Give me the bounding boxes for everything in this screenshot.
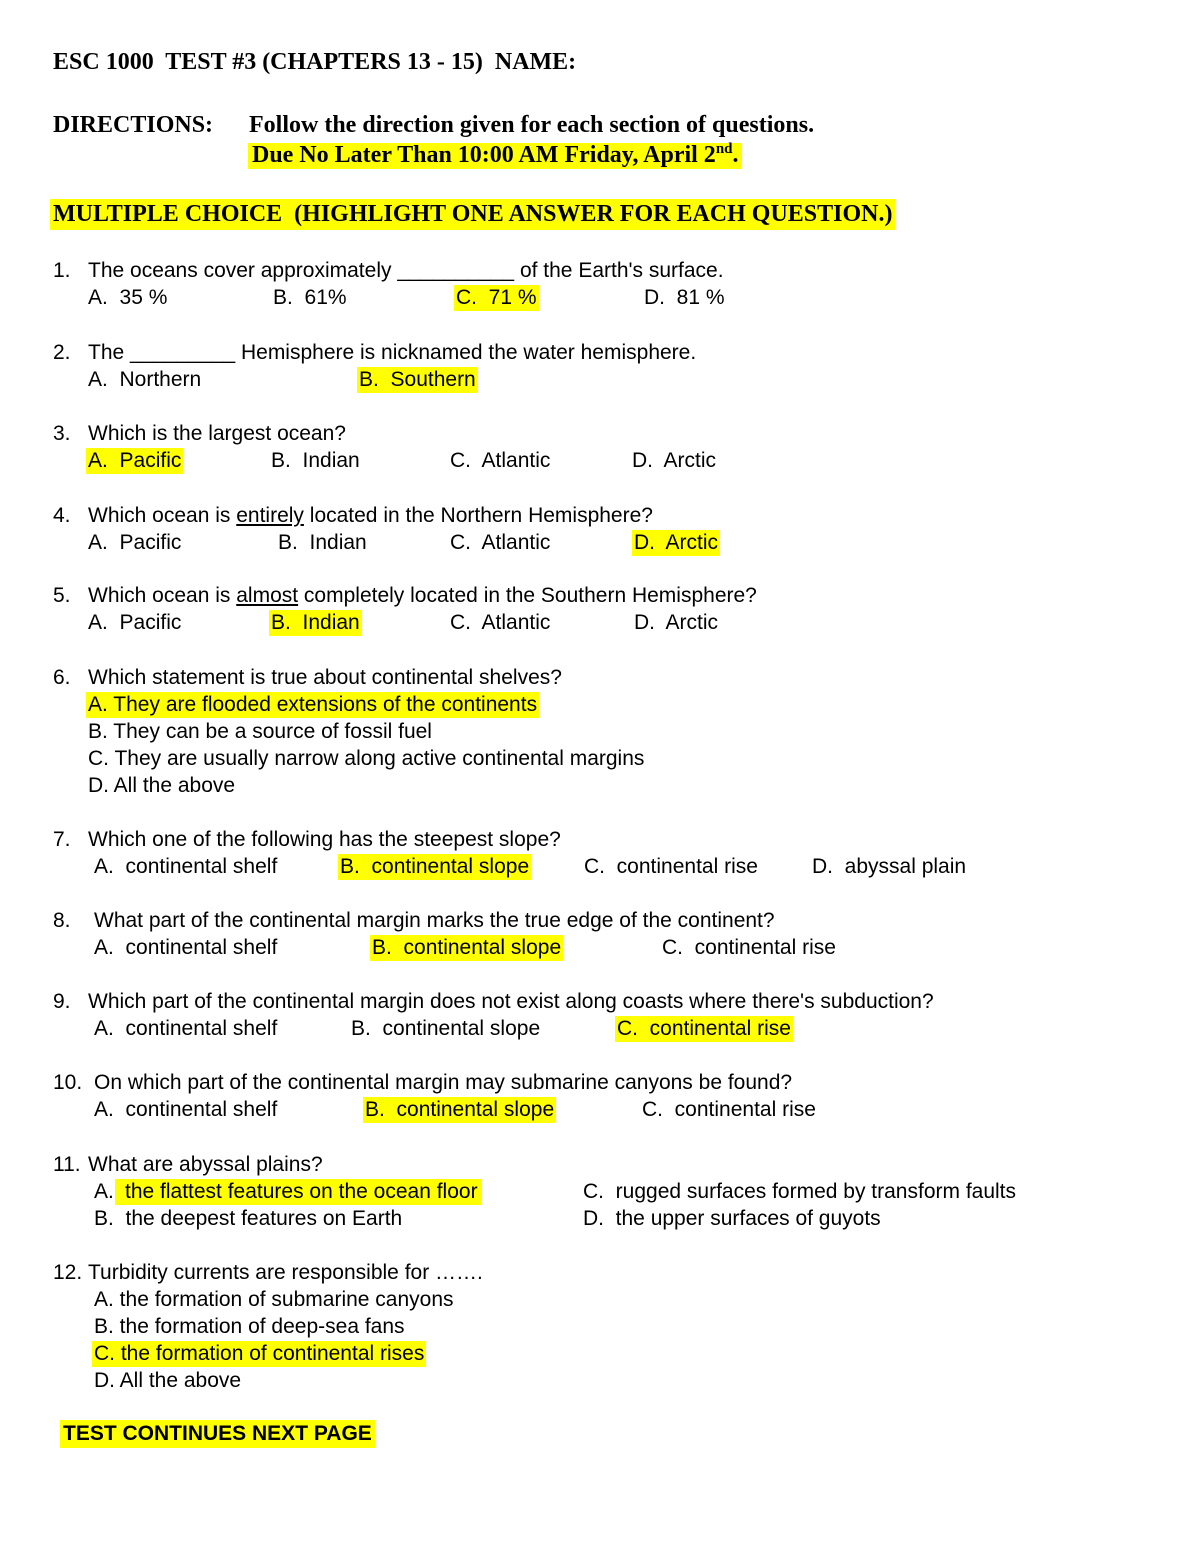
q11-option-a-letter[interactable]: A.	[94, 1180, 114, 1203]
q10-option-a[interactable]: A. continental shelf	[94, 1098, 278, 1121]
question-4-text	[88, 505, 653, 526]
question-5-text	[88, 585, 757, 606]
due-date-text: Due No Later Than 10:00 AM Friday, April 2	[252, 142, 716, 168]
q2-option-b[interactable]: B. Southern	[359, 368, 476, 391]
q4-option-c[interactable]: C. Atlantic	[450, 531, 551, 554]
q5-text-before: Which ocean is	[88, 584, 237, 607]
question-10-number: 10.	[53, 1071, 83, 1094]
question-7-text: Which one of the following has the steepest slope?	[88, 828, 561, 851]
q11-option-c[interactable]: C. rugged surfaces formed by transform faults	[583, 1180, 1017, 1203]
q5-option-a[interactable]: A. Pacific	[88, 611, 182, 634]
q4-text-underline: entirely	[236, 504, 304, 527]
question-5-number: 5.	[53, 584, 71, 607]
question-8-number: 8.	[53, 909, 71, 932]
question-9-text: Which part of the continental margin does not exist along coasts where there's subduction?	[88, 990, 934, 1013]
q5-text-underline: almost	[236, 584, 299, 607]
question-7-number: 7.	[53, 828, 71, 851]
question-6-text: Which statement is true about continental shelves?	[88, 666, 562, 689]
due-date	[248, 143, 742, 169]
due-date-sup: nd	[715, 141, 733, 157]
q11-option-b[interactable]: B. the deepest features on Earth	[94, 1207, 403, 1230]
continues-note: TEST CONTINUES NEXT PAGE	[60, 1420, 375, 1448]
q7-option-d[interactable]: D. abyssal plain	[812, 855, 967, 878]
q12-option-b[interactable]: B. the formation of deep-sea fans	[94, 1315, 405, 1338]
q4-text-before: Which ocean is	[88, 504, 237, 527]
q9-option-c[interactable]: C. continental rise	[617, 1017, 791, 1040]
q8-option-c[interactable]: C. continental rise	[662, 936, 836, 959]
q5-option-c[interactable]: C. Atlantic	[450, 611, 551, 634]
q3-option-a[interactable]: A. Pacific	[88, 449, 182, 472]
question-12-number: 12.	[53, 1261, 83, 1284]
question-9-number: 9.	[53, 990, 71, 1013]
q8-option-b[interactable]: B. continental slope	[372, 936, 562, 959]
q6-option-d[interactable]: D. All the above	[88, 774, 236, 797]
question-4-number: 4.	[53, 504, 71, 527]
q8-option-a[interactable]: A. continental shelf	[94, 936, 278, 959]
q10-option-b[interactable]: B. continental slope	[365, 1098, 555, 1121]
q12-option-a[interactable]: A. the formation of submarine canyons	[94, 1288, 454, 1311]
question-10-text: On which part of the continental margin may submarine canyons be found?	[94, 1071, 793, 1094]
question-11-number: 11.	[53, 1153, 81, 1176]
q4-option-d[interactable]: D. Arctic	[634, 531, 719, 554]
question-3-number: 3.	[53, 422, 71, 445]
question-2-text: The _________ Hemisphere is nicknamed the water hemisphere.	[88, 341, 697, 364]
question-3-text: Which is the largest ocean?	[88, 422, 346, 445]
q5-option-d[interactable]: D. Arctic	[634, 611, 719, 634]
q5-option-b[interactable]: B. Indian	[271, 611, 360, 634]
q11-option-d[interactable]: D. the upper surfaces of guyots	[583, 1207, 881, 1230]
q9-option-b[interactable]: B. continental slope	[351, 1017, 541, 1040]
q1-option-c[interactable]: C. 71 %	[456, 286, 537, 309]
question-12-text: Turbidity currents are responsible for …….	[88, 1261, 483, 1284]
q6-option-c[interactable]: C. They are usually narrow along active continental margins	[88, 747, 645, 770]
q2-option-a[interactable]: A. Northern	[88, 368, 202, 391]
q4-option-b[interactable]: B. Indian	[278, 531, 367, 554]
directions-text: Follow the direction given for each section of questions.	[249, 112, 815, 138]
q1-option-d[interactable]: D. 81 %	[644, 286, 725, 309]
q1-option-a[interactable]: A. 35 %	[88, 286, 168, 309]
q3-option-d[interactable]: D. Arctic	[632, 449, 717, 472]
q12-option-d[interactable]: D. All the above	[94, 1369, 242, 1392]
q4-option-a[interactable]: A. Pacific	[88, 531, 182, 554]
q10-option-c[interactable]: C. continental rise	[642, 1098, 816, 1121]
q12-option-c[interactable]: C. the formation of continental rises	[94, 1342, 425, 1365]
question-8-text: What part of the continental margin marks the true edge of the continent?	[94, 909, 775, 932]
directions-label: DIRECTIONS:	[53, 112, 214, 138]
question-1-number: 1.	[53, 259, 71, 282]
due-date-suffix: .	[732, 142, 739, 168]
section-title: MULTIPLE CHOICE (HIGHLIGHT ONE ANSWER FOR EACH QUESTION.)	[50, 199, 895, 230]
q9-option-a[interactable]: A. continental shelf	[94, 1017, 278, 1040]
q1-option-b[interactable]: B. 61%	[273, 286, 347, 309]
q3-option-c[interactable]: C. Atlantic	[450, 449, 551, 472]
q7-option-a[interactable]: A. continental shelf	[94, 855, 278, 878]
q5-text-after: completely located in the Southern Hemisphere?	[298, 584, 757, 607]
q11-option-a[interactable]: the flattest features on the ocean floor	[115, 1179, 482, 1205]
question-11-text: What are abyssal plains?	[88, 1153, 323, 1176]
q6-option-a[interactable]: A. They are flooded extensions of the continents	[88, 693, 538, 716]
q7-option-c[interactable]: C. continental rise	[584, 855, 758, 878]
question-1-text: The oceans cover approximately __________ of the Earth's surface.	[88, 259, 724, 282]
q6-option-b[interactable]: B. They can be a source of fossil fuel	[88, 720, 432, 743]
question-6-number: 6.	[53, 666, 71, 689]
test-title: ESC 1000 TEST #3 (CHAPTERS 13 - 15) NAME:	[53, 49, 577, 75]
question-2-number: 2.	[53, 341, 71, 364]
q4-text-after: located in the Northern Hemisphere?	[303, 504, 653, 527]
q3-option-b[interactable]: B. Indian	[271, 449, 360, 472]
q7-option-b[interactable]: B. continental slope	[340, 855, 530, 878]
